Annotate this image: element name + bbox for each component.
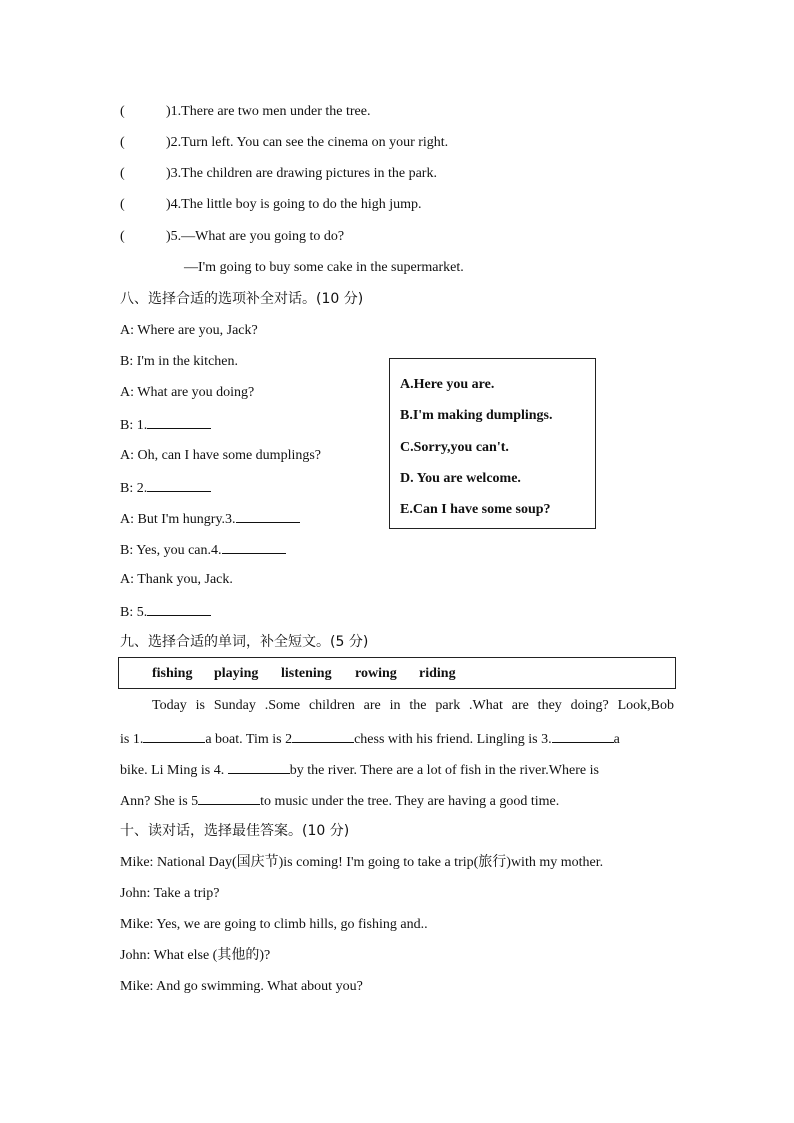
question-text: 4.The little boy is going to do the high jump. xyxy=(170,197,422,212)
answer-blank[interactable] xyxy=(236,509,300,523)
dialogue-text: B: 2. xyxy=(120,481,148,496)
dialogue-text: A: But I'm hungry.3. xyxy=(120,512,236,527)
dialogue-text: A: Where are you, Jack? xyxy=(120,323,258,338)
answer-paren[interactable]: ( xyxy=(120,166,125,181)
passage-line-2: is 1. a boat. Tim is 2 chess with his friend. Lingling is 3. a xyxy=(120,729,674,749)
answer-blank[interactable] xyxy=(147,415,211,429)
dialogue-line xyxy=(120,602,211,622)
dialogue-text: B: I'm in the kitchen. xyxy=(120,354,239,369)
dialogue-line xyxy=(120,384,254,402)
dialogue-line xyxy=(120,571,233,589)
word-fishing: fishing xyxy=(152,666,193,681)
option-e: E.Can I have some soup? xyxy=(400,502,551,518)
word-playing: playing xyxy=(214,666,259,681)
dialogue-line-2: John: Take a trip? xyxy=(120,886,220,901)
dialogue-text: A: What are you doing? xyxy=(120,385,255,400)
answer-paren[interactable]: ( xyxy=(120,104,125,119)
dialogue-line xyxy=(120,509,300,529)
question-text: 1.There are two men under the tree. xyxy=(170,104,371,119)
option-d: D. You are welcome. xyxy=(400,470,521,486)
question-5-reply: —I'm going to buy some cake in the supermarket. xyxy=(184,260,464,275)
dialogue-text: B: Yes, you can.4. xyxy=(120,543,222,558)
question-text: 5.—What are you going to do? xyxy=(170,229,345,244)
question-text: 2.Turn left. You can see the cinema on your right. xyxy=(170,135,449,150)
option-b: B.I'm making dumplings. xyxy=(400,408,553,424)
dialogue-line xyxy=(120,415,211,435)
question-5: ( )5.—What are you going to do? xyxy=(120,229,345,244)
question-2: ( )2.Turn left. You can see the cinema on your right. xyxy=(120,135,449,150)
dialogue-text: A: Oh, can I have some dumplings? xyxy=(120,448,322,463)
section-10-title: 十、读对话，选择最佳答案。(10 分) xyxy=(120,823,350,839)
word-listening: listening xyxy=(281,666,332,681)
section-9-title: 九、选择合适的单词，补全短文。(5 分) xyxy=(120,634,369,650)
dialogue-line xyxy=(120,353,238,371)
answer-paren[interactable]: ( xyxy=(120,135,125,150)
word-bank-box xyxy=(118,657,676,689)
word-riding: riding xyxy=(419,666,456,681)
options-box xyxy=(389,358,596,529)
question-4: ( )4.The little boy is going to do the high jump. xyxy=(120,197,422,212)
question-1: ( )1.There are two men under the tree. xyxy=(120,104,371,119)
dialogue-text: B: 5. xyxy=(120,605,148,620)
dialogue-line xyxy=(120,540,286,560)
blank-1[interactable] xyxy=(143,729,205,743)
answer-blank[interactable] xyxy=(147,602,211,616)
option-a: A.Here you are. xyxy=(400,377,495,392)
answer-paren[interactable]: ( xyxy=(120,229,125,244)
answer-paren[interactable]: ( xyxy=(120,197,125,212)
blank-3[interactable] xyxy=(552,729,614,743)
dialogue-line-5: Mike: And go swimming. What about you? xyxy=(120,979,363,994)
dialogue-text: B: 1. xyxy=(120,418,148,433)
question-text: 3.The children are drawing pictures in the park. xyxy=(170,166,437,181)
blank-5[interactable] xyxy=(198,791,260,805)
option-c: C.Sorry,you can't. xyxy=(400,439,509,455)
blank-4[interactable] xyxy=(228,760,290,774)
passage-line-3: bike. Li Ming is 4. by the river. There are a lot of fish in the river.Where is xyxy=(120,760,674,780)
dialogue-line-3: Mike: Yes, we are going to climb hills, go fishing and.. xyxy=(120,917,428,932)
dialogue-line-1: Mike: National Day(国庆节)is coming! I'm going to take a trip(旅行)with my mother. xyxy=(120,855,604,870)
answer-blank[interactable] xyxy=(147,478,211,492)
section-8-title: 八、选择合适的选项补全对话。(10 分) xyxy=(120,291,364,307)
answer-blank[interactable] xyxy=(222,540,286,554)
dialogue-line xyxy=(120,322,258,340)
dialogue-line-4: John: What else (其他的)? xyxy=(120,948,271,963)
question-3: ( )3.The children are drawing pictures in the park. xyxy=(120,166,437,181)
dialogue-text: A: Thank you, Jack. xyxy=(120,572,233,587)
passage-line-4: Ann? She is 5 to music under the tree. They are having a good time. xyxy=(120,791,674,811)
dialogue-line xyxy=(120,478,211,498)
blank-2[interactable] xyxy=(292,729,354,743)
word-rowing: rowing xyxy=(355,666,397,681)
dialogue-line xyxy=(120,447,321,465)
